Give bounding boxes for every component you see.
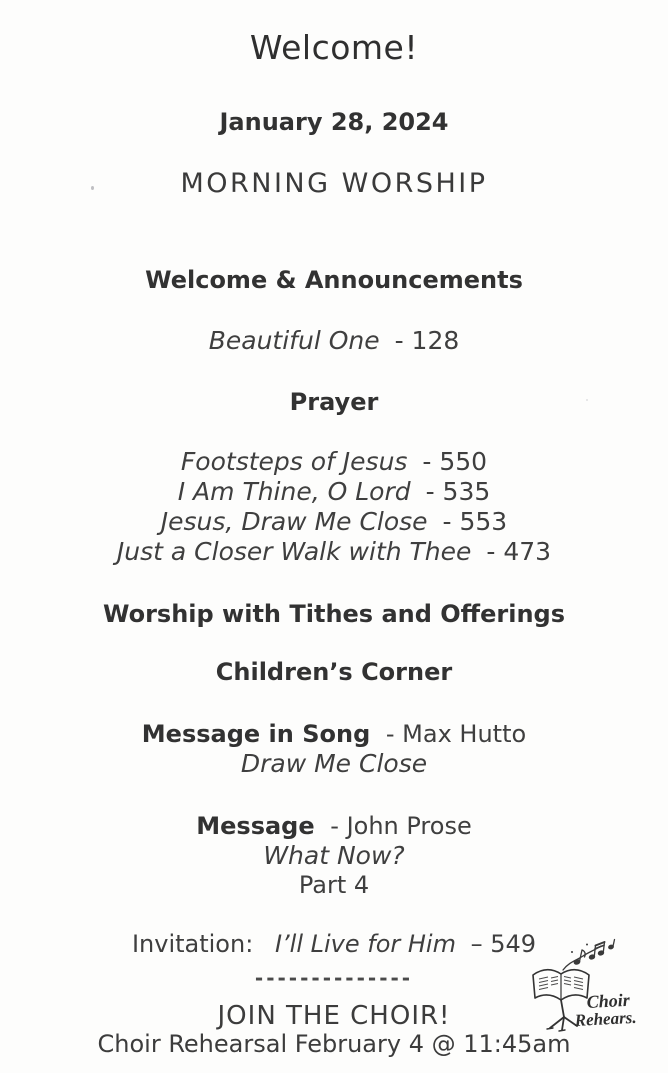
opening-song-title: Beautiful One: [208, 326, 380, 355]
hymn-number: - 535: [425, 477, 491, 506]
hymn-number: - 473: [486, 537, 552, 566]
scan-speck: [586, 399, 588, 401]
hymn-title: Footsteps of Jesus: [180, 447, 408, 476]
message-label: Message: [196, 812, 315, 840]
hymn-row: [0, 507, 668, 537]
message-line: [0, 811, 668, 841]
hymn-title: Jesus, Draw Me Close: [160, 507, 428, 536]
scan-speck: [91, 186, 94, 190]
hymn-number: - 553: [442, 507, 508, 536]
hymn-title: Just a Closer Walk with Thee: [116, 537, 472, 566]
hymn-row: [0, 447, 668, 477]
hymn-list: [0, 447, 668, 567]
choir-rehearsal-line: Choir Rehearsal February 4 @ 11:45am: [97, 1030, 571, 1058]
message-in-song-title: Draw Me Close: [240, 749, 428, 778]
dashed-separator: --------------: [254, 966, 414, 990]
opening-song-line: [0, 326, 668, 356]
hymn-row: [0, 537, 668, 567]
opening-song-number: - 128: [394, 326, 460, 355]
choir-rehearsal-clipart: [525, 938, 667, 1040]
message-in-song-label: Message in Song: [141, 720, 371, 748]
sermon-part: Part 4: [298, 871, 370, 899]
welcome-announcements-header: Welcome & Announcements: [145, 266, 523, 294]
choir-clipart-svg: [525, 938, 667, 1040]
join-choir-line: JOIN THE CHOIR!: [217, 1001, 451, 1031]
message-speaker: - John Prose: [330, 812, 472, 840]
hymn-title: I Am Thine, O Lord: [177, 477, 411, 506]
clipart-caption-line2: Rehears.: [574, 1007, 637, 1030]
clipart-caption-line1: Choir: [586, 989, 631, 1012]
hymn-number: - 550: [422, 447, 488, 476]
service-name: MORNING WORSHIP: [180, 168, 488, 199]
message-in-song-line: [0, 719, 668, 749]
prayer-header: Prayer: [289, 388, 379, 416]
hymn-row: [0, 477, 668, 507]
sermon-series-title: What Now?: [263, 841, 405, 870]
music-book-icon: [533, 970, 589, 1000]
music-notes-icon: [563, 940, 615, 971]
invitation-song-number: – 549: [470, 930, 537, 958]
music-stand-icon: [547, 1000, 577, 1031]
invitation-song-title: I’ll Live for Him: [274, 930, 456, 958]
service-date: January 28, 2024: [219, 108, 449, 136]
offering-header: Worship with Tithes and Offerings: [102, 600, 565, 628]
message-in-song-speaker: - Max Hutto: [385, 720, 527, 748]
childrens-corner-header: Children’s Corner: [215, 658, 453, 686]
page-title: Welcome!: [249, 28, 419, 67]
invitation-label: Invitation:: [131, 930, 254, 958]
